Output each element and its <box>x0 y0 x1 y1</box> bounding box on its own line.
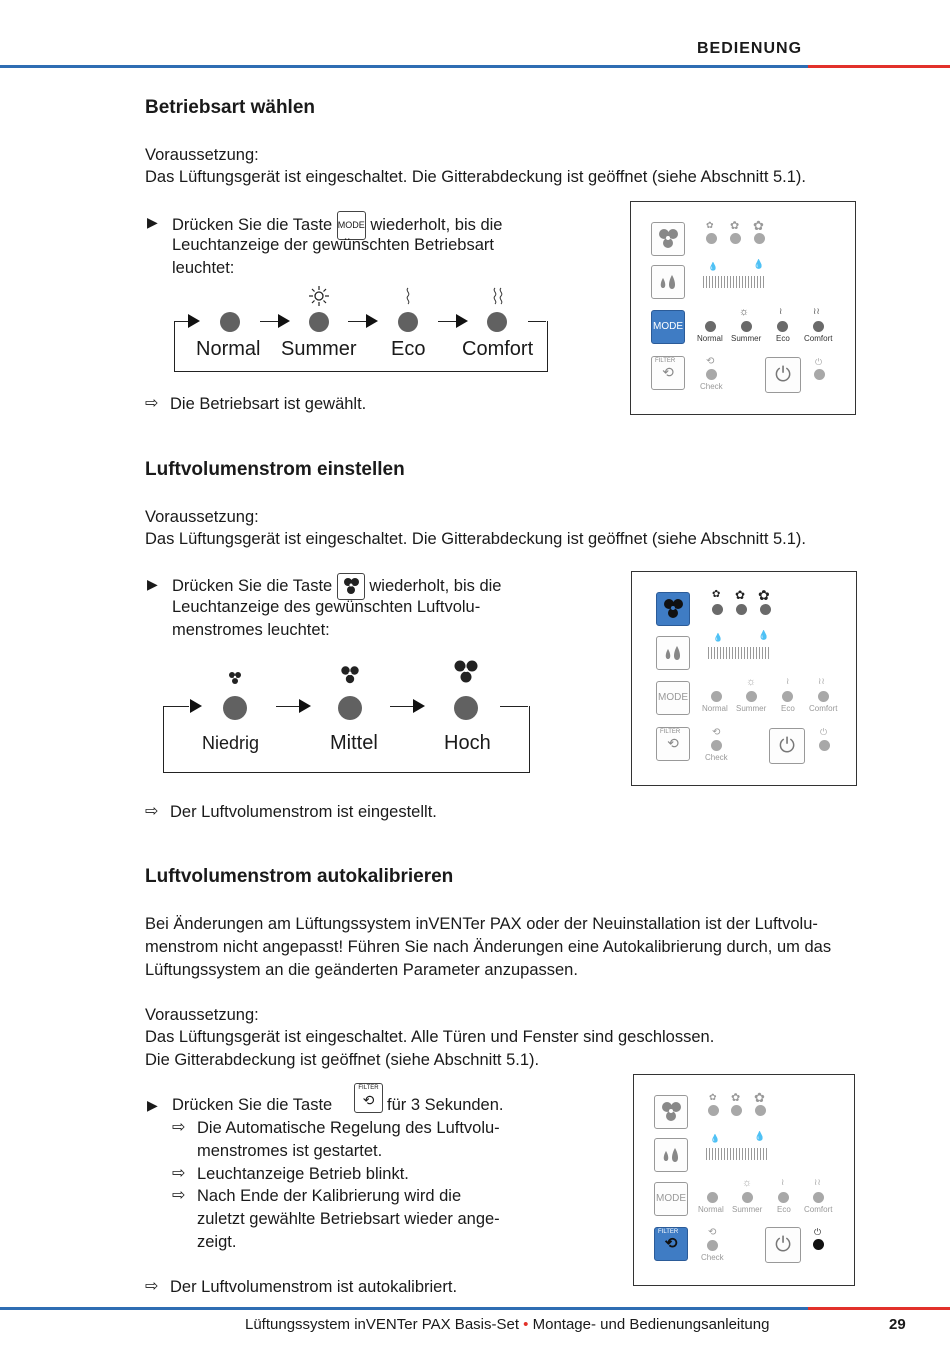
arrow-icon <box>413 699 425 713</box>
fan-icon <box>657 593 689 625</box>
eco-wave-icon: ≀ <box>779 306 783 316</box>
precondition-text-line1: Das Lüftungsgerät ist eingeschaltet. Alle Türen und Fenster sind geschlossen. <box>145 1028 715 1046</box>
filter-key-icon: FILTER ⟲ <box>354 1083 383 1113</box>
power-icon: ⏻ <box>775 1234 791 1256</box>
comfort-wave-icon: ≀≀ <box>813 306 820 316</box>
header-rule <box>0 65 950 68</box>
comfort-wave-icon <box>490 287 506 305</box>
step-text-line2: Leuchtanzeige der gewünschten Betriebsart <box>172 236 494 254</box>
step-text-line2: Leuchtanzeige des gewünschten Luftvolu- <box>172 598 481 616</box>
droplet-icon <box>652 266 684 298</box>
sub-step-3-line3: zeigt. <box>197 1233 237 1251</box>
precondition-text: Das Lüftungsgerät ist eingeschaltet. Die Gitterabdeckung ist geöffnet (siehe Abschnitt 5.1). <box>145 530 806 548</box>
result-text: Der Luftvolumenstrom ist eingestellt. <box>170 803 437 821</box>
result-arrow-icon: ⇨ <box>145 803 159 820</box>
fan-icon <box>655 1096 687 1128</box>
fan-medium-icon <box>337 662 363 688</box>
mode-dot-eco <box>398 312 418 332</box>
level-bar <box>708 647 770 659</box>
power-icon: ⏻ <box>779 735 795 757</box>
precondition-text: Das Lüftungsgerät ist eingeschaltet. Die Gitterabdeckung ist geöffnet (siehe Abschnitt 5.1). <box>145 168 806 186</box>
arrow-icon <box>188 314 200 328</box>
fan-level-icon: ✿ <box>735 588 746 602</box>
fan-low-icon <box>225 668 245 688</box>
level-bar <box>703 276 765 288</box>
precondition-text-line2: Die Gitterabdeckung ist geöffnet (siehe Abschnitt 5.1). <box>145 1051 540 1069</box>
level-dot-niedrig <box>223 696 247 720</box>
step-triangle-icon: ▶ <box>147 576 158 592</box>
section-title-betriebsart: Betriebsart wählen <box>145 97 315 118</box>
filter-button: FILTER ⟲ <box>656 727 690 761</box>
fan-level-icon: ✿ <box>758 587 770 603</box>
eco-wave-icon <box>403 287 413 305</box>
filter-button: FILTER ⟲ <box>651 356 685 390</box>
step-text-line3: leuchtet: <box>172 259 235 277</box>
arrow-icon <box>299 699 311 713</box>
fan-level-icon: ✿ <box>706 220 714 230</box>
precondition-label: Voraussetzung: <box>145 508 259 526</box>
mode-button: MODE <box>651 310 685 344</box>
level-label-hoch: Hoch <box>444 732 491 754</box>
mode-dot-comfort <box>487 312 507 332</box>
mode-label-normal: Normal <box>196 338 261 360</box>
filter-button: FILTER ⟲ <box>654 1227 688 1261</box>
droplet-icon <box>657 637 689 669</box>
mode-key-icon: MODE <box>337 211 366 240</box>
intro-text-line1: Bei Änderungen am Lüftungssystem inVENTer PAX oder der Neuinstallation ist der Luftvolu- <box>145 915 818 933</box>
sub-arrow-icon: ⇨ <box>172 1119 186 1136</box>
power-button <box>765 357 801 393</box>
section-title-luftvolumenstrom: Luftvolumenstrom einstellen <box>145 459 405 480</box>
sun-icon: ☼ <box>739 306 750 318</box>
humidity-button <box>656 636 690 670</box>
fan-level-icon: ✿ <box>712 589 721 600</box>
sun-icon: ☼ <box>746 676 757 688</box>
precondition-label: Voraussetzung: <box>145 146 259 164</box>
power-icon: ⏻ <box>775 364 791 386</box>
mode-button: MODE <box>654 1182 688 1216</box>
arrow-icon <box>278 314 290 328</box>
eco-wave-icon: ≀ <box>781 1177 785 1187</box>
fan-level-icon: ✿ <box>730 220 740 232</box>
level-dot-hoch <box>454 696 478 720</box>
eco-wave-icon: ≀ <box>786 676 790 686</box>
control-panel-fan: MODE FILTER ⟲ ✿ ✿ ✿ 💧 💧 ☼ ≀ ≀≀ Normal Summer Eco Comfort ⟲ Check ⏻ ⏻ <box>631 571 857 786</box>
sun-icon: ☼ <box>742 1177 753 1189</box>
comfort-wave-icon: ≀≀ <box>814 1177 821 1187</box>
power-button <box>765 1227 801 1263</box>
sun-icon <box>309 286 329 306</box>
droplet-icon <box>655 1139 687 1171</box>
sub-step-1-line2: menstromes ist gestartet. <box>197 1142 383 1160</box>
control-panel-mode: MODE FILTER ⟲ ✿ ✿ ✿ 💧 💧 ☼ ≀ ≀≀ Normal Summer Eco Comfort ⟲ Check ⏻ ⏻ <box>630 201 856 415</box>
result-text: Die Betriebsart ist gewählt. <box>170 395 367 413</box>
sub-step-2: Leuchtanzeige Betrieb blinkt. <box>197 1165 409 1183</box>
arrow-icon <box>456 314 468 328</box>
power-indicator-icon: ⏻ <box>820 727 828 737</box>
mode-label-comfort: Comfort <box>462 338 534 360</box>
step-text: Drücken Sie die Taste wiederholt, bis die <box>172 573 501 600</box>
refresh-icon: ⟲ <box>662 364 674 380</box>
mode-label-summer: Summer <box>281 338 357 360</box>
fan-button <box>656 592 690 626</box>
level-dot-mittel <box>338 696 362 720</box>
humidity-button <box>654 1138 688 1172</box>
refresh-icon: ⟲ <box>667 735 679 751</box>
footer-rule <box>0 1307 950 1310</box>
fan-icon <box>652 223 684 255</box>
sub-arrow-icon: ⇨ <box>172 1187 186 1204</box>
level-bar <box>706 1148 768 1160</box>
arrow-icon <box>366 314 378 328</box>
step-triangle-icon: ▶ <box>147 214 158 230</box>
fan-button <box>654 1095 688 1129</box>
humidity-button <box>651 265 685 299</box>
level-label-mittel: Mittel <box>330 732 378 754</box>
intro-text-line2: menstrom nicht angepasst! Führen Sie nach Änderungen eine Autokalibrierung durch, um das <box>145 938 832 956</box>
result-arrow-icon: ⇨ <box>145 1278 159 1295</box>
sub-step-3-line1: Nach Ende der Kalibrierung wird die <box>197 1187 462 1205</box>
level-label-niedrig: Niedrig <box>202 733 260 753</box>
arrow-icon <box>190 699 202 713</box>
step-text: Drücken Sie die Taste MODE wiederholt, bis die <box>172 211 502 240</box>
step-text-line3: menstromes leuchtet: <box>172 621 330 639</box>
sub-step-1-line1: Die Automatische Regelung des Luftvolu- <box>197 1119 500 1137</box>
footer-text: Lüftungssystem inVENTer PAX Basis-Set • Montage- und Bedienungsanleitung <box>245 1316 770 1333</box>
sub-arrow-icon: ⇨ <box>172 1165 186 1182</box>
power-button <box>769 728 805 764</box>
step-text: Drücken Sie die Taste <box>172 1096 333 1114</box>
section-heading: BEDIENUNG <box>697 40 803 57</box>
page-number: 29 <box>889 1316 906 1333</box>
sub-step-3-line2: zuletzt gewählte Betriebsart wieder ange- <box>197 1210 500 1228</box>
mode-button: MODE <box>656 681 690 715</box>
fan-level-icon: ✿ <box>709 1092 717 1102</box>
fan-level-icon: ✿ <box>753 218 764 233</box>
intro-text-line3: Lüftungssystem an die geänderten Parameter anzupassen. <box>145 961 578 979</box>
section-title-autokalibrieren: Luftvolumenstrom autokalibrieren <box>145 866 454 887</box>
precondition-label: Voraussetzung: <box>145 1006 259 1024</box>
mode-dot-normal <box>220 312 240 332</box>
fan-level-icon: ✿ <box>731 1092 741 1104</box>
comfort-wave-icon: ≀≀ <box>818 676 825 686</box>
result-arrow-icon: ⇨ <box>145 395 159 412</box>
fan-high-icon <box>450 656 482 688</box>
refresh-icon: ⟲ <box>664 1235 678 1252</box>
control-panel-filter: MODE FILTER ⟲ ✿ ✿ ✿ 💧 💧 ☼ ≀ ≀≀ Normal Summer Eco Comfort ⟲ Check ⏻ ⏻ <box>633 1074 855 1286</box>
fan-button <box>651 222 685 256</box>
step-text-suffix: für 3 Sekunden. <box>387 1096 504 1114</box>
mode-dot-summer <box>309 312 329 332</box>
fan-level-icon: ✿ <box>754 1090 765 1105</box>
step-triangle-icon: ▶ <box>147 1097 158 1113</box>
refresh-icon: ⟲ <box>362 1092 375 1108</box>
mode-label-eco: Eco <box>391 338 426 360</box>
result-text: Der Luftvolumenstrom ist autokalibriert. <box>170 1278 458 1296</box>
power-indicator-icon: ⏻ <box>814 1227 822 1237</box>
power-indicator-icon: ⏻ <box>815 357 823 367</box>
